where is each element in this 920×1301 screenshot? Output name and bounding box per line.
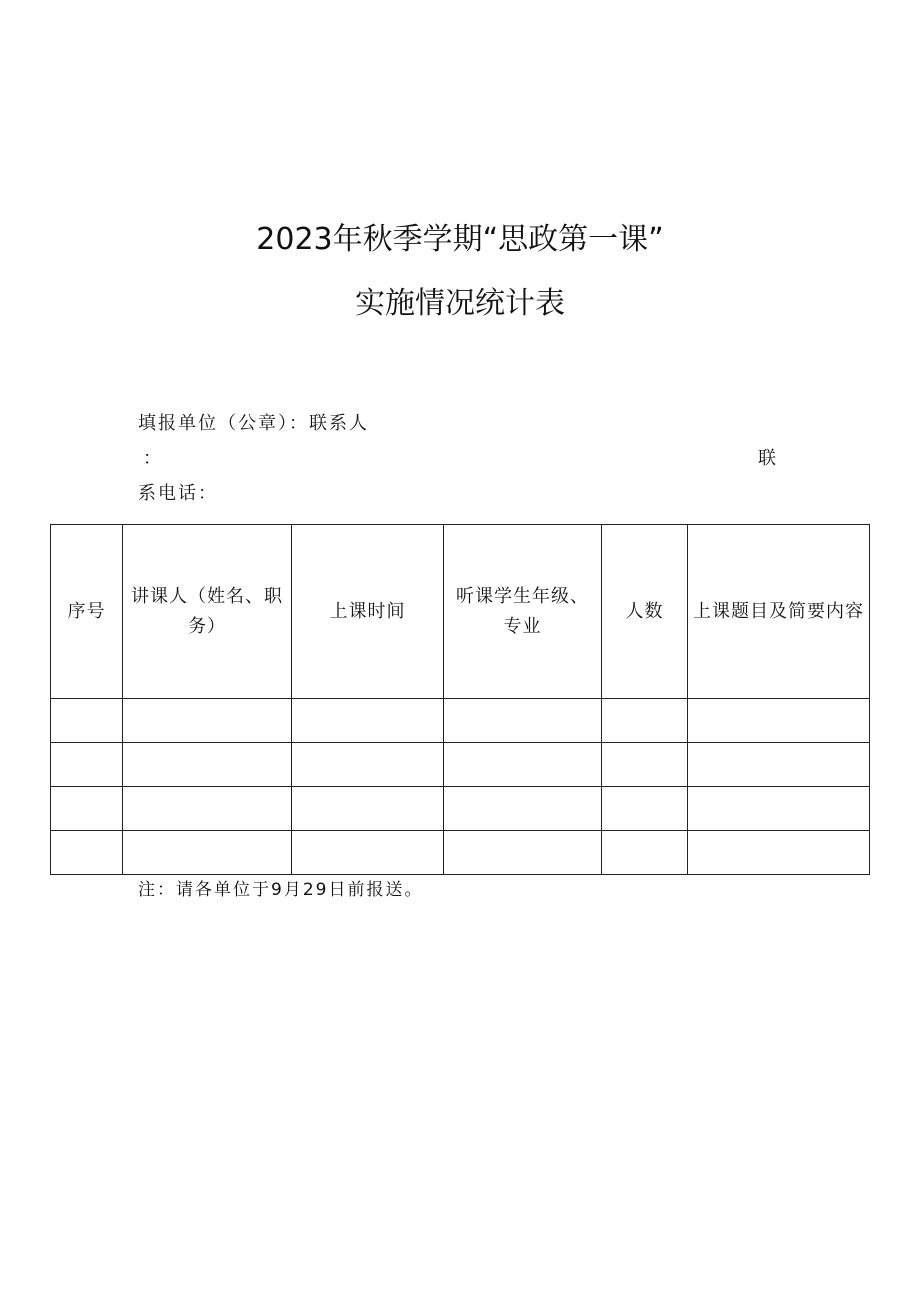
table-cell[interactable] [51,787,123,831]
table-cell[interactable] [444,831,602,875]
header-student-grade-major: 听课学生年级、专业 [444,525,602,699]
header-serial-number: 序号 [51,525,123,699]
table-cell[interactable] [602,743,688,787]
table-cell[interactable] [444,743,602,787]
table-cell[interactable] [292,699,444,743]
page-title-line-1: 2023年秋季学期“思政第一课” [256,222,664,257]
table-cell[interactable] [292,743,444,787]
table-row [51,831,870,875]
table-cell[interactable] [688,699,870,743]
table-cell[interactable] [292,831,444,875]
table-cell[interactable] [123,831,292,875]
page-title-line-2: 实施情况统计表 [355,286,565,321]
table-cell[interactable] [51,831,123,875]
header-headcount: 人数 [602,525,688,699]
table-cell[interactable] [688,787,870,831]
table-cell[interactable] [602,831,688,875]
table-cell[interactable] [602,699,688,743]
table-cell[interactable] [688,743,870,787]
statistics-table [50,524,870,875]
contact-phone-label-start: 联 [758,448,778,469]
table-cell[interactable] [292,787,444,831]
table-row [51,787,870,831]
header-topic-summary: 上课题目及简要内容 [688,525,870,699]
table-cell[interactable] [123,743,292,787]
contact-colon: ： [143,448,163,469]
table-row [51,699,870,743]
table-cell[interactable] [51,743,123,787]
table-cell[interactable] [444,699,602,743]
table-row [51,743,870,787]
table-cell[interactable] [688,831,870,875]
contact-phone-label-end: 系电话： [138,483,218,504]
table-cell[interactable] [123,787,292,831]
table-cell[interactable] [444,787,602,831]
header-class-time: 上课时间 [292,525,444,699]
table-cell[interactable] [51,699,123,743]
table-cell[interactable] [602,787,688,831]
submission-note: 注：请各单位于9月29日前报送。 [138,880,424,900]
header-lecturer: 讲课人（姓名、职务） [123,525,292,699]
table-header-row [51,525,870,699]
reporting-unit-contact-label: 填报单位（公章）：联系人 [138,413,369,434]
table-cell[interactable] [123,699,292,743]
